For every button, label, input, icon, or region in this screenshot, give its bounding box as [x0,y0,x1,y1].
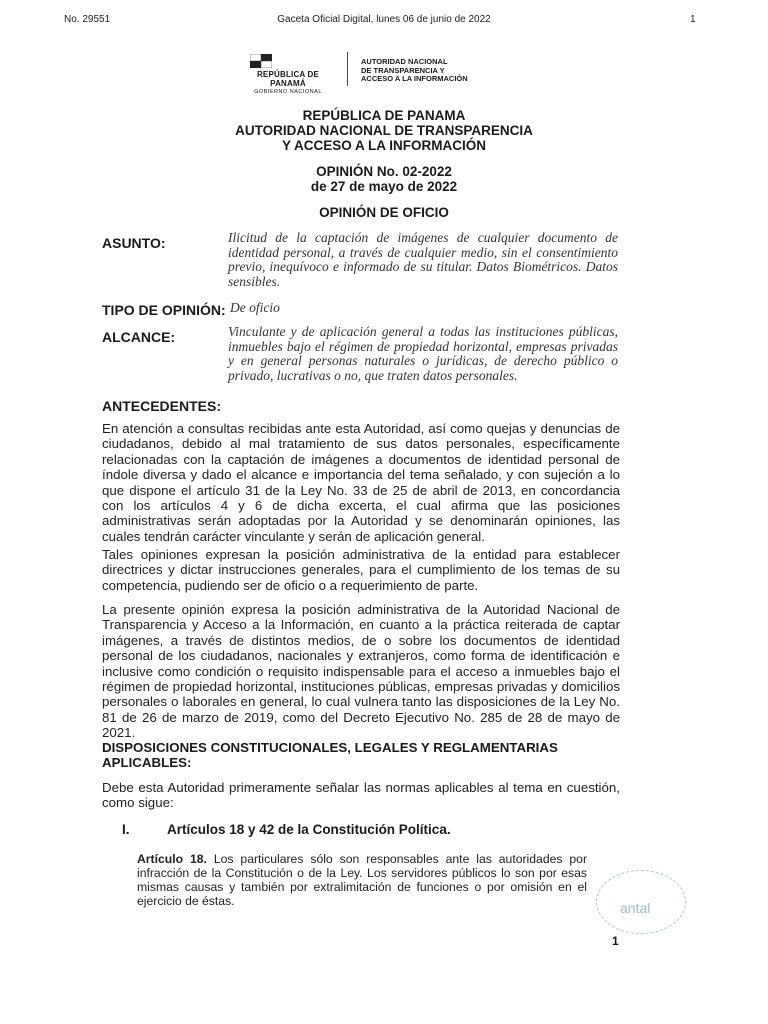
disposiciones-heading: DISPOSICIONES CONSTITUCIONALES, LEGALES Y REGLAMENTARIAS APLICABLES: [102,740,558,770]
tipo-text: De oficio [230,300,280,315]
item-title: Artículos 18 y 42 de la Constitución Política. [167,822,451,837]
item-number: I. [122,822,130,837]
logo-republica [238,70,338,95]
logo-antai-line1: AUTORIDAD NACIONAL [361,57,448,66]
antecedentes-paragraph-3 [102,602,620,741]
antecedentes-paragraph-2 [102,547,620,593]
alcance-label: ALCANCE: [102,329,176,345]
alcance-text: Vinculante y de aplicación general a todas las instituciones públicas, inmuebles bajo el régimen de propiedad horizontal, empresas privadas y en general personas naturales o jurídicas, de derecho público o privado, lucrativas o no, que traten datos personales. [228,324,618,383]
gazette-title: Gaceta Oficial Digital, lunes 06 de junio de 2022 [277,14,491,25]
tipo-label: TIPO DE OPINIÓN: [102,302,226,318]
asunto-text: Ilicitud de la captación de imágenes de cualquier documento de identidad personal, a través de cualquier medio, sin el consentimiento previo, inequívoco e informado de su titular. Datos Biométricos. Datos sensibles. [228,230,618,289]
disposiciones-intro [102,780,620,811]
articulo-18-text: Los particulares sólo son responsables ante las autoridades por infracción de la Constitución o de la Ley. Los servidores públicos lo son por esas mismas causas y también por extralimitación de funciones o por omisión en el ejercicio de éstas. [137,852,588,908]
opinion-date: de 27 de mayo de 2022 [310,179,458,194]
articulo-18-label: Artículo 18. [137,852,207,866]
header-page-number: 1 [690,14,696,25]
title-autoridad: AUTORIDAD NACIONAL DE TRANSPARENCIA [235,123,533,138]
title-acceso: Y ACCESO A LA INFORMACIÓN [281,138,486,153]
logo-antai-line2: DE TRANSPARENCIA Y [361,65,445,75]
antecedentes-p2-text: Tales opiniones expresan la posición administrativa de la entidad para establecer directrices y dictar instrucciones generales, para el cumplimiento de los temas de su competencia, pudiendo ser de oficio o a requerimiento de parte. [102,547,620,593]
antecedentes-heading: ANTECEDENTES: [102,398,222,414]
antecedentes-p3-text: La presente opinión expresa la posición administrativa de la Autoridad Nacional de Transparencia y Acceso a la Información, en cuanto a la práctica reiterada de captar imágenes, a través de distintos medios, de o sobre los documentos de identidad personal de los ciudadanos, nacionales y extranjeros, como forma de identificación e inclusive como condición o requisito indispensable para el acceso a inmuebles bajo el régimen de propiedad horizontal, instituciones públicas, empresas privadas y domicilios personales o laborales en general, lo cual vulnera tanto las disposiciones de la Ley No. 81 de 26 de marzo de 2019, como del Decreto Ejecutivo No. 285 de 28 de mayo de 2021. [102,602,620,741]
panama-flag-icon [250,54,272,68]
logo-republica-name: REPÚBLICA DE PANAMÁ [256,70,320,88]
logo-gobierno-nacional: GOBIERNO NACIONAL [254,89,322,95]
title-republica: REPÚBLICA DE PANAMA [302,108,466,123]
disposiciones-intro-text: Debe esta Autoridad primeramente señalar las normas aplicables al tema en cuestión, como sigue: [102,780,620,811]
opinion-kind: OPINIÓN DE OFICIO [319,205,449,220]
opinion-number: OPINIÓN No. 02-2022 [316,164,452,179]
antecedentes-paragraph-1 [102,421,620,544]
gazette-number: No. 29551 [64,14,111,25]
stamp-text: antal [620,900,651,916]
logo-antai-line3: ACCESO A LA INFORMACIÓN [361,74,468,83]
logo-divider [347,52,348,86]
asunto-label: ASUNTO: [102,235,166,251]
logo-antai [361,58,491,84]
page-number: 1 [612,934,619,948]
articulo-18 [137,852,587,908]
antecedentes-p1-text: En atención a consultas recibidas ante esta Autoridad, así como quejas y denuncias de ciudadanos, debido al mal tratamiento de sus datos personales, específicamente relacionadas con la captación de imágenes a documentos de identidad personal de índole diversa y dado el alcance e importancia del tema señalado, y con sujeción a lo que dispone el artículo 31 de la Ley No. 33 de 25 de abril de 2013, en concordancia con los artículos 4 y 6 de dicha excerta, el cual afirma que las posiciones administrativas serán adoptadas por la Autoridad y se denominarán opiniones, las cuales tendrán carácter vinculante y serán de aplicación general. [102,421,620,544]
